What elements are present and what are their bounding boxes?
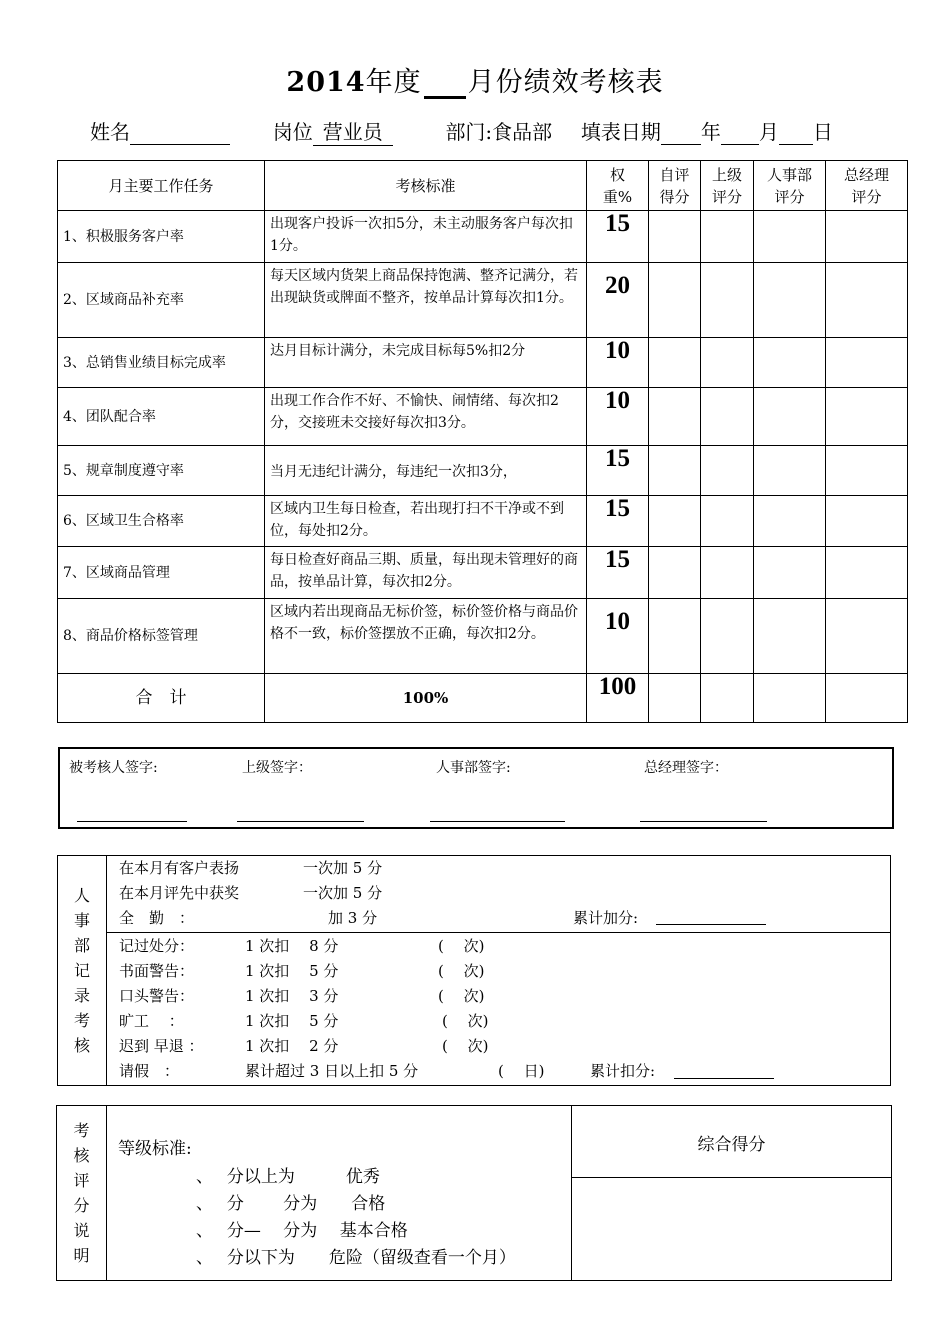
date-day-field[interactable] [779, 120, 813, 145]
header-hr: 人事部 评分 [754, 161, 826, 211]
gm-score-cell[interactable] [826, 388, 908, 446]
bonus-item: 在本月有客户表扬 一次加 5 分 [119, 859, 383, 877]
penalty-total-label: 累计扣分: [590, 1062, 656, 1080]
self-score-cell[interactable] [649, 338, 701, 388]
month-blank[interactable] [424, 58, 466, 99]
standard-cell: 每日检查好商品三期、质量，每出现未管理好的商品，按单品计算，每次扣2分。 [265, 547, 587, 599]
gm-signature-label: 总经理签字： [644, 760, 728, 776]
hr-score-cell[interactable] [754, 338, 826, 388]
post-field[interactable]: 营业员 [313, 116, 393, 146]
date-month-field[interactable] [721, 120, 759, 145]
header-self: 自评 得分 [649, 161, 701, 211]
grading-heading: 等级标准: [118, 1139, 192, 1159]
table-row [58, 599, 908, 674]
header-superior: 上级 评分 [701, 161, 754, 211]
info-line [90, 116, 833, 146]
penalty-item: 书面警告： 1 次扣 5 分 ( 次) [119, 962, 485, 980]
hr-score-cell[interactable] [754, 599, 826, 674]
assessment-table [57, 160, 908, 723]
gm-score-cell[interactable] [826, 547, 908, 599]
self-score-cell[interactable] [649, 263, 701, 338]
table-row [58, 547, 908, 599]
month-label: 月 [758, 120, 779, 144]
gm-total-cell[interactable] [826, 674, 908, 723]
penalty-item: 旷工 ： 1 次扣 5 分 ( 次) [119, 1012, 489, 1030]
total-weight: 100 [587, 674, 649, 723]
assessee-signature-label: 被考核人签字: [69, 760, 158, 776]
table-row [58, 388, 908, 446]
task-cell: 7、区域商品管理 [58, 547, 265, 599]
weight-cell: 20 [587, 263, 649, 338]
table-row [58, 446, 908, 496]
grade-level: 、 分以下为 危险（留级查看一个月） [196, 1248, 516, 1268]
overall-score-label: 综合得分 [572, 1106, 892, 1178]
gm-signature-line[interactable] [640, 821, 767, 822]
assessee-signature-line[interactable] [77, 821, 187, 822]
total-label: 合 计 [58, 674, 265, 723]
task-cell: 2、区域商品补充率 [58, 263, 265, 338]
date-label: 填表日期 [580, 120, 661, 144]
standard-cell: 每天区域内货架上商品保持饱满、整齐记满分，若出现缺货或牌面不整齐，按单品计算每次扣1分。 [265, 263, 587, 338]
table-row [58, 263, 908, 338]
leave-item: 请假 ： 累计超过 3 日以上扣 5 分 ( 日) 累计扣分: [108, 1059, 889, 1084]
grading-table [56, 1105, 892, 1281]
task-cell: 4、团队配合率 [58, 388, 265, 446]
bonus-total-field[interactable] [656, 924, 766, 925]
header-gm: 总经理 评分 [826, 161, 908, 211]
self-score-cell[interactable] [649, 547, 701, 599]
grade-level: 、 分— 分为 基本合格 [196, 1221, 408, 1241]
hr-record-label: 人事部记录考核 [58, 856, 107, 1086]
total-row [58, 674, 908, 723]
superior-score-cell[interactable] [701, 263, 754, 338]
hr-score-cell[interactable] [754, 388, 826, 446]
hr-record-table [57, 855, 891, 1086]
bonus-section [107, 856, 891, 933]
name-field[interactable] [130, 120, 230, 145]
task-cell: 3、总销售业绩目标完成率 [58, 338, 265, 388]
table-row [58, 496, 908, 547]
name-label: 姓名 [90, 120, 130, 144]
hr-score-cell[interactable] [754, 547, 826, 599]
header-standard: 考核标准 [265, 161, 587, 211]
self-score-cell[interactable] [649, 446, 701, 496]
gm-score-cell[interactable] [826, 496, 908, 547]
self-total-cell[interactable] [649, 674, 701, 723]
date-year-field[interactable] [661, 120, 701, 145]
post-label: 岗位 [272, 120, 313, 144]
task-cell: 6、区域卫生合格率 [58, 496, 265, 547]
self-score-cell[interactable] [649, 388, 701, 446]
overall-score-field[interactable] [572, 1178, 892, 1281]
superior-signature-label: 上级签字： [242, 760, 312, 776]
page-title [0, 58, 950, 99]
penalty-item: 记过处分： 1 次扣 8 分 ( 次) [119, 937, 485, 955]
superior-score-cell[interactable] [701, 211, 754, 263]
hr-score-cell[interactable] [754, 446, 826, 496]
standard-cell: 出现工作合作不好、不愉快、闹情绪、每次扣2分，交接班未交接好每次扣3分。 [265, 388, 587, 446]
penalty-item: 迟到 早退 ： 1 次扣 2 分 ( 次) [119, 1037, 489, 1055]
standard-cell: 当月无违纪计满分，每违纪一次扣3分， [265, 446, 587, 496]
day-label: 日 [812, 120, 833, 144]
grade-level: 、 分 分为 合格 [196, 1194, 386, 1214]
hr-total-cell[interactable] [754, 674, 826, 723]
gm-score-cell[interactable] [826, 211, 908, 263]
superior-signature-line[interactable] [237, 821, 364, 822]
task-cell: 8、商品价格标签管理 [58, 599, 265, 674]
grading-standards [107, 1106, 572, 1281]
superior-score-cell[interactable] [701, 388, 754, 446]
bonus-item: 在本月评先中获奖 一次加 5 分 [119, 884, 383, 902]
hr-score-cell[interactable] [754, 211, 826, 263]
superior-score-cell[interactable] [701, 599, 754, 674]
table-row [58, 211, 908, 263]
table-row [58, 338, 908, 388]
hr-score-cell[interactable] [754, 263, 826, 338]
superior-score-cell[interactable] [701, 496, 754, 547]
self-score-cell[interactable] [649, 496, 701, 547]
weight-cell: 15 [587, 211, 649, 263]
title-year: 2014 [286, 67, 366, 98]
total-percent: 100% [265, 674, 587, 723]
superior-total-cell[interactable] [701, 674, 754, 723]
title-part1: 年度 [365, 67, 422, 98]
gm-score-cell[interactable] [826, 446, 908, 496]
bonus-total-label: 累计加分: [573, 909, 639, 927]
header-weight: 权 重% [587, 161, 649, 211]
standard-cell: 达月目标计满分，未完成目标每5%扣2分 [265, 338, 587, 388]
weight-cell: 15 [587, 446, 649, 496]
year-label: 年 [700, 120, 721, 144]
self-score-cell[interactable] [649, 599, 701, 674]
standard-cell: 出现客户投诉一次扣5分，未主动服务客户每次扣1分。 [265, 211, 587, 263]
penalty-section [107, 933, 891, 1086]
bonus-item: 全 勤 ： 加 3 分 累计加分: [108, 906, 889, 931]
penalty-total-field[interactable] [674, 1078, 774, 1079]
weight-cell: 10 [587, 388, 649, 446]
superior-score-cell[interactable] [701, 446, 754, 496]
signature-box [58, 747, 894, 829]
grade-level: 、 分以上为 优秀 [196, 1167, 380, 1187]
header-task: 月主要工作任务 [58, 161, 265, 211]
weight-cell: 15 [587, 496, 649, 547]
penalty-item: 口头警告： 1 次扣 3 分 ( 次) [119, 987, 485, 1005]
grading-label: 考核评分说明 [57, 1106, 107, 1281]
task-cell: 5、规章制度遵守率 [58, 446, 265, 496]
hr-score-cell[interactable] [754, 496, 826, 547]
weight-cell: 10 [587, 338, 649, 388]
standard-cell: 区域内卫生每日检查，若出现打扫不干净或不到位，每处扣2分。 [265, 496, 587, 547]
gm-score-cell[interactable] [826, 338, 908, 388]
self-score-cell[interactable] [649, 211, 701, 263]
dept-label: 部门:食品部 [445, 120, 553, 144]
task-cell: 1、积极服务客户率 [58, 211, 265, 263]
standard-cell: 区域内若出现商品无标价签，标价签价格与商品价格不一致，标价签摆放不正确，每次扣2分。 [265, 599, 587, 674]
gm-score-cell[interactable] [826, 263, 908, 338]
gm-score-cell[interactable] [826, 599, 908, 674]
superior-score-cell[interactable] [701, 547, 754, 599]
header-row [58, 161, 908, 211]
title-part2: 月份绩效考核表 [467, 67, 664, 98]
hr-signature-line[interactable] [430, 821, 565, 822]
superior-score-cell[interactable] [701, 338, 754, 388]
weight-cell: 10 [587, 599, 649, 674]
weight-cell: 15 [587, 547, 649, 599]
hr-signature-label: 人事部签字: [436, 760, 511, 776]
